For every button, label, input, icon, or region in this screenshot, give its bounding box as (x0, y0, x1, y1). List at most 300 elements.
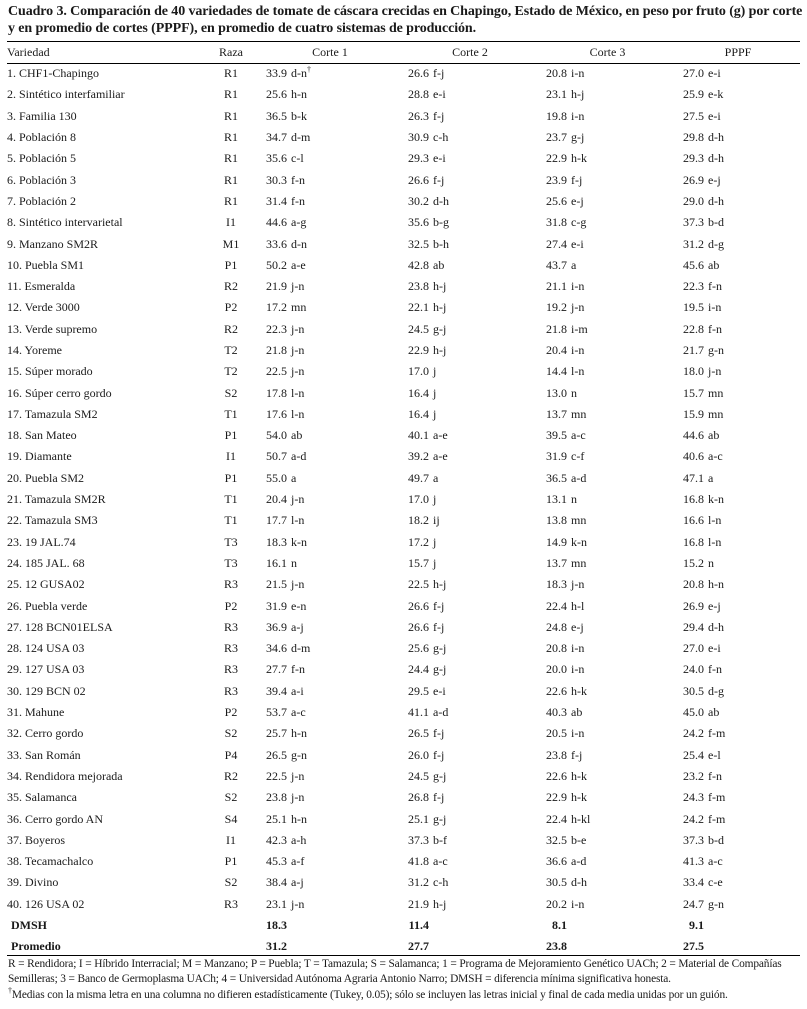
cell-letters: h-k (571, 790, 587, 805)
cell-mean: 20.5 (546, 726, 567, 741)
cell-raza: T1 (224, 492, 238, 507)
cell-variedad: 25. 12 GUSA02 (7, 577, 85, 592)
cell-letters: f-j (433, 108, 445, 123)
cell-mean: 53.7 (266, 705, 287, 720)
cell-letters: f-j (433, 619, 445, 634)
cell-mean: 31.2 (408, 875, 429, 890)
cell-pppf (676, 894, 800, 915)
summary-raza (203, 915, 259, 936)
cell-mean: 24.5 (408, 768, 429, 783)
cell-mean: 22.6 (546, 683, 567, 698)
table-row (7, 255, 800, 276)
cell-mean: 21.1 (546, 279, 567, 294)
cell-mean: 20.0 (546, 662, 567, 677)
cell-letters: c-h (433, 875, 449, 890)
cell-corte3 (539, 574, 676, 595)
cell-corte1 (259, 723, 401, 744)
cell-mean: 15.7 (408, 555, 429, 570)
cell-mean: 23.1 (266, 896, 287, 911)
cell-letters: c-e (708, 875, 723, 890)
cell-corte1 (259, 851, 401, 872)
cell-pppf (676, 340, 800, 361)
summary-corte2 (401, 915, 539, 936)
cell-letters: a-e (433, 428, 448, 443)
cell-mean: 15.2 (683, 555, 704, 570)
cell-mean: 20.2 (546, 896, 567, 911)
cell-mean: 31.8 (546, 215, 567, 230)
cell-corte2 (401, 106, 539, 127)
cell-corte3 (539, 617, 676, 638)
cell-letters: e-i (708, 641, 721, 656)
cell-letters: f-n (708, 662, 722, 677)
cell-pppf (676, 787, 800, 808)
cell-raza: I1 (226, 449, 236, 464)
cell-mean: 13.8 (546, 513, 567, 528)
cell-mean: 22.9 (546, 151, 567, 166)
cell-mean: 41.3 (683, 854, 704, 869)
cell-mean: 24.0 (683, 662, 704, 677)
cell-letters: j (433, 385, 437, 400)
cell-letters: j (433, 555, 437, 570)
cell-mean: 15.9 (683, 406, 704, 421)
table-row (7, 681, 800, 702)
table-row (7, 595, 800, 616)
cell-mean: 32.5 (546, 832, 567, 847)
cell-corte3 (539, 659, 676, 680)
cell-pppf (676, 468, 800, 489)
cell-corte3 (539, 489, 676, 510)
cell-mean: 18.2 (408, 513, 429, 528)
cell-letters: i-n (571, 108, 585, 123)
cell-letters: a-d (291, 449, 307, 464)
cell-corte1 (259, 766, 401, 787)
cell-mean: 22.3 (266, 321, 287, 336)
cell-corte1 (259, 276, 401, 297)
cell-variedad: 6. Población 3 (7, 172, 76, 187)
cell-letters: b-d (708, 832, 724, 847)
cell-raza: R1 (223, 130, 238, 145)
cell-pppf (676, 638, 800, 659)
cell-corte3 (539, 532, 676, 553)
cell-mean: 45.6 (683, 257, 704, 272)
cell-mean: 26.5 (408, 726, 429, 741)
cell-mean: 22.3 (683, 279, 704, 294)
cell-variedad: 29. 127 USA 03 (7, 662, 85, 677)
cell-variedad: 20. Puebla SM2 (7, 470, 85, 485)
cell-corte3 (539, 808, 676, 829)
cell-corte2 (401, 382, 539, 403)
cell-corte3 (539, 723, 676, 744)
cell-mean: 45.3 (266, 854, 287, 869)
cell-raza: R3 (223, 619, 238, 634)
table-row (7, 830, 800, 851)
cell-mean: 26.6 (408, 172, 429, 187)
cell-corte2 (401, 191, 539, 212)
table-row (7, 532, 800, 553)
cell-mean: 20.8 (546, 641, 567, 656)
cell-mean: 26.9 (683, 172, 704, 187)
cell-mean: 27.7 (266, 662, 287, 677)
cell-variedad: 21. Tamazula SM2R (7, 492, 106, 507)
cell-letters: j-n (571, 577, 585, 592)
cell-letters: h-n (291, 87, 307, 102)
cell-mean: 39.5 (546, 428, 567, 443)
cell-letters: e-i (571, 236, 584, 251)
header-pppf: PPPF (724, 45, 752, 59)
cell-letters: k-n (291, 534, 307, 549)
cell-variedad: 34. Rendidora mejorada (7, 768, 123, 783)
cell-letters: g-j (433, 641, 447, 656)
cell-letters: b-k (291, 108, 307, 123)
cell-mean: 13.1 (546, 492, 567, 507)
cell-variedad: 38. Tecamachalco (7, 854, 94, 869)
cell-pppf (676, 702, 800, 723)
cell-letters: a (433, 470, 439, 485)
cell-letters: b-e (571, 832, 587, 847)
cell-corte2 (401, 553, 539, 574)
cell-corte2 (401, 489, 539, 510)
cell-pppf (676, 681, 800, 702)
table-row (7, 276, 800, 297)
cell-mean: 19.2 (546, 300, 567, 315)
cell-letters: c-f (571, 449, 585, 464)
cell-letters: d-m (291, 641, 311, 656)
cell-raza: R3 (223, 641, 238, 656)
cell-corte3 (539, 63, 676, 84)
table-row (7, 233, 800, 254)
cell-letters: f-j (433, 790, 445, 805)
cell-letters: a-c (708, 449, 723, 464)
cell-pppf (676, 169, 800, 190)
cell-variedad: 19. Diamante (7, 449, 72, 464)
summary-value: 27.5 (683, 939, 704, 954)
cell-letters: n (571, 492, 577, 507)
cell-letters: h-k (571, 151, 587, 166)
cell-corte2 (401, 532, 539, 553)
table-row (7, 489, 800, 510)
cell-corte2 (401, 787, 539, 808)
summary-pppf (676, 915, 800, 936)
table-row (7, 638, 800, 659)
cell-raza: R3 (223, 577, 238, 592)
cell-letters: j-n (291, 896, 305, 911)
cell-letters: i-n (708, 300, 722, 315)
cell-letters: d-h (708, 151, 724, 166)
cell-letters: a-j (291, 619, 304, 634)
cell-raza: R1 (223, 172, 238, 187)
cell-mean: 38.4 (266, 875, 287, 890)
cell-corte2 (401, 233, 539, 254)
cell-corte1 (259, 233, 401, 254)
cell-corte3 (539, 382, 676, 403)
cell-corte2 (401, 425, 539, 446)
summary-label: DMSH (11, 918, 47, 933)
cell-mean: 21.5 (266, 577, 287, 592)
cell-letters: a-h (291, 832, 307, 847)
cell-mean: 50.2 (266, 257, 287, 272)
cell-mean: 35.6 (408, 215, 429, 230)
cell-letters: ab (433, 257, 445, 272)
table-row (7, 702, 800, 723)
cell-letters: h-n (708, 577, 724, 592)
cell-letters: d-h (433, 193, 449, 208)
cell-corte3 (539, 191, 676, 212)
cell-letters: a (571, 257, 577, 272)
cell-mean: 47.1 (683, 470, 704, 485)
cell-corte2 (401, 617, 539, 638)
cell-letters: e-j (571, 193, 584, 208)
cell-mean: 20.4 (266, 492, 287, 507)
cell-corte2 (401, 745, 539, 766)
cell-mean: 39.2 (408, 449, 429, 464)
cell-pppf (676, 595, 800, 616)
cell-mean: 15.7 (683, 385, 704, 400)
cell-corte1 (259, 830, 401, 851)
cell-letters: f-m (708, 726, 726, 741)
cell-variedad: 4. Población 8 (7, 130, 76, 145)
cell-mean: 27.0 (683, 66, 704, 81)
bottom-rule (7, 955, 800, 956)
cell-pppf (676, 127, 800, 148)
cell-letters: i-n (571, 641, 585, 656)
cell-letters: i-n (571, 896, 585, 911)
cell-mean: 22.9 (408, 343, 429, 357)
cell-mean: 29.5 (408, 683, 429, 698)
cell-corte2 (401, 361, 539, 382)
cell-mean: 25.6 (408, 641, 429, 656)
cell-raza: P2 (224, 598, 238, 613)
header-corte1: Corte 1 (312, 45, 348, 59)
cell-letters: n (708, 555, 714, 570)
cell-letters: f-j (433, 747, 445, 762)
cell-mean: 26.3 (408, 108, 429, 123)
cell-pppf (676, 489, 800, 510)
cell-letters: e-k (708, 87, 724, 102)
cell-corte2 (401, 510, 539, 531)
cell-mean: 17.7 (266, 513, 287, 528)
cell-pppf (676, 745, 800, 766)
cell-variedad: 31. Mahune (7, 705, 65, 720)
cell-raza: P1 (224, 257, 238, 272)
cell-variedad: 11. Esmeralda (7, 279, 76, 294)
cell-raza: R1 (223, 108, 238, 123)
cell-mean: 29.3 (683, 151, 704, 166)
cell-mean: 17.2 (266, 300, 287, 315)
cell-variedad: 12. Verde 3000 (7, 300, 80, 315)
cell-raza: S2 (224, 790, 238, 805)
cell-mean: 17.6 (266, 406, 287, 421)
cell-letters: h-j (433, 896, 447, 911)
cell-corte3 (539, 553, 676, 574)
cell-letters: a-d (433, 705, 449, 720)
cell-mean: 25.1 (408, 811, 429, 826)
cell-corte2 (401, 212, 539, 233)
cell-variedad: 15. Súper morado (7, 364, 93, 379)
cell-mean: 20.4 (546, 343, 567, 357)
cell-mean: 26.6 (408, 598, 429, 613)
cell-raza: R1 (223, 66, 238, 81)
cell-corte3 (539, 169, 676, 190)
cell-corte1 (259, 638, 401, 659)
cell-letters: a-c (708, 854, 723, 869)
dagger-mark: † (8, 985, 12, 995)
summary-corte1 (259, 915, 401, 936)
cell-letters: j-n (571, 300, 585, 315)
cell-pppf (676, 532, 800, 553)
cell-mean: 16.4 (408, 385, 429, 400)
cell-mean: 20.8 (683, 577, 704, 592)
cell-letters: e-l (708, 747, 721, 762)
cell-corte3 (539, 446, 676, 467)
cell-letters: f-j (433, 172, 445, 187)
cell-raza: R1 (223, 193, 238, 208)
cell-corte3 (539, 681, 676, 702)
cell-mean: 34.7 (266, 130, 287, 145)
cell-pppf (676, 872, 800, 893)
cell-letters: h-j (433, 279, 447, 294)
cell-variedad: 23. 19 JAL.74 (7, 534, 76, 549)
table-row (7, 382, 800, 403)
cell-corte1 (259, 212, 401, 233)
cell-corte1 (259, 446, 401, 467)
cell-corte3 (539, 106, 676, 127)
cell-letters: j-n (291, 364, 305, 379)
cell-letters: d-m (291, 130, 311, 145)
cell-raza: S2 (224, 875, 238, 890)
cell-raza: P1 (224, 854, 238, 869)
cell-letters: i-n (571, 279, 585, 294)
cell-letters: e-n (291, 598, 307, 613)
cell-mean: 16.4 (408, 406, 429, 421)
cell-letters: h-n (291, 811, 307, 826)
cell-mean: 24.4 (408, 662, 429, 677)
cell-corte3 (539, 787, 676, 808)
cell-letters: f-m (708, 811, 726, 826)
cell-mean: 25.9 (683, 87, 704, 102)
cell-letters: j-n (291, 768, 305, 783)
cell-mean: 22.5 (408, 577, 429, 592)
cell-letters: f-n (291, 193, 305, 208)
table-row (7, 574, 800, 595)
cell-corte3 (539, 894, 676, 915)
cell-mean: 39.4 (266, 683, 287, 698)
cell-letters: ab (708, 705, 720, 720)
cell-raza: R3 (223, 662, 238, 677)
cell-mean: 36.6 (546, 854, 567, 869)
cell-mean: 24.3 (683, 790, 704, 805)
cell-mean: 30.3 (266, 172, 287, 187)
cell-mean: 21.8 (546, 321, 567, 336)
cell-corte1 (259, 404, 401, 425)
cell-corte1 (259, 808, 401, 829)
cell-letters: g-j (433, 768, 447, 783)
cell-corte2 (401, 830, 539, 851)
summary-value: 11.4 (408, 918, 429, 933)
cell-corte2 (401, 84, 539, 105)
cell-letters: a-c (433, 854, 448, 869)
cell-mean: 35.6 (266, 151, 287, 166)
table-row (7, 851, 800, 872)
cell-corte1 (259, 361, 401, 382)
table-row (7, 106, 800, 127)
cell-raza: R2 (223, 321, 238, 336)
cell-raza: R1 (223, 87, 238, 102)
cell-mean: 23.9 (546, 172, 567, 187)
cell-raza: P2 (224, 300, 238, 315)
cell-mean: 27.5 (683, 108, 704, 123)
cell-raza: P1 (224, 428, 238, 443)
cell-letters: e-j (708, 172, 721, 187)
cell-variedad: 16. Súper cerro gordo (7, 385, 112, 400)
cell-mean: 16.8 (683, 492, 704, 507)
table-row (7, 787, 800, 808)
cell-pppf (676, 233, 800, 254)
cell-mean: 30.2 (408, 193, 429, 208)
cell-variedad: 40. 126 USA 02 (7, 896, 85, 911)
cell-corte1 (259, 382, 401, 403)
cell-mean: 14.9 (546, 534, 567, 549)
cell-letters: h-l (571, 598, 585, 613)
cell-mean: 31.9 (266, 598, 287, 613)
cell-mean: 25.6 (546, 193, 567, 208)
cell-pppf (676, 297, 800, 318)
cell-letters: j (433, 492, 437, 507)
cell-mean: 22.1 (408, 300, 429, 315)
table-row (7, 404, 800, 425)
cell-letters: j-n (291, 343, 305, 357)
cell-variedad: 39. Divino (7, 875, 59, 890)
cell-pppf (676, 404, 800, 425)
summary-value: 18.3 (266, 918, 287, 933)
cell-mean: 34.6 (266, 641, 287, 656)
cell-corte1 (259, 425, 401, 446)
cell-corte2 (401, 766, 539, 787)
cell-letters: e-i (708, 108, 721, 123)
cell-mean: 37.3 (683, 832, 704, 847)
cell-letters: a-d (571, 470, 587, 485)
cell-mean: 40.6 (683, 449, 704, 464)
table-row (7, 63, 800, 84)
cell-mean: 33.9 (266, 66, 287, 81)
cell-letters: f-n (291, 662, 305, 677)
cell-corte2 (401, 681, 539, 702)
cell-corte2 (401, 63, 539, 84)
cell-letters: mn (291, 300, 307, 315)
cell-corte3 (539, 233, 676, 254)
cell-corte1 (259, 340, 401, 361)
cell-letters: h-j (433, 300, 447, 315)
cell-mean: 22.6 (546, 768, 567, 783)
cell-raza: T2 (224, 364, 238, 379)
cell-letters: d-h (708, 193, 724, 208)
cell-letters: a-g (291, 215, 307, 230)
cell-mean: 31.4 (266, 193, 287, 208)
cell-letters: mn (571, 555, 587, 570)
cell-corte1 (259, 617, 401, 638)
cell-letters: g-j (571, 130, 585, 145)
cell-letters: a-i (291, 683, 304, 698)
cell-mean: 55.0 (266, 470, 287, 485)
cell-variedad: 18. San Mateo (7, 428, 77, 443)
cell-letters: ab (708, 428, 720, 443)
cell-mean: 18.3 (546, 577, 567, 592)
cell-letters: mn (708, 385, 724, 400)
cell-corte2 (401, 723, 539, 744)
cell-corte1 (259, 148, 401, 169)
table-row (7, 84, 800, 105)
cell-variedad: 1. CHF1-Chapingo (7, 66, 100, 81)
cell-letters: n (291, 555, 297, 570)
